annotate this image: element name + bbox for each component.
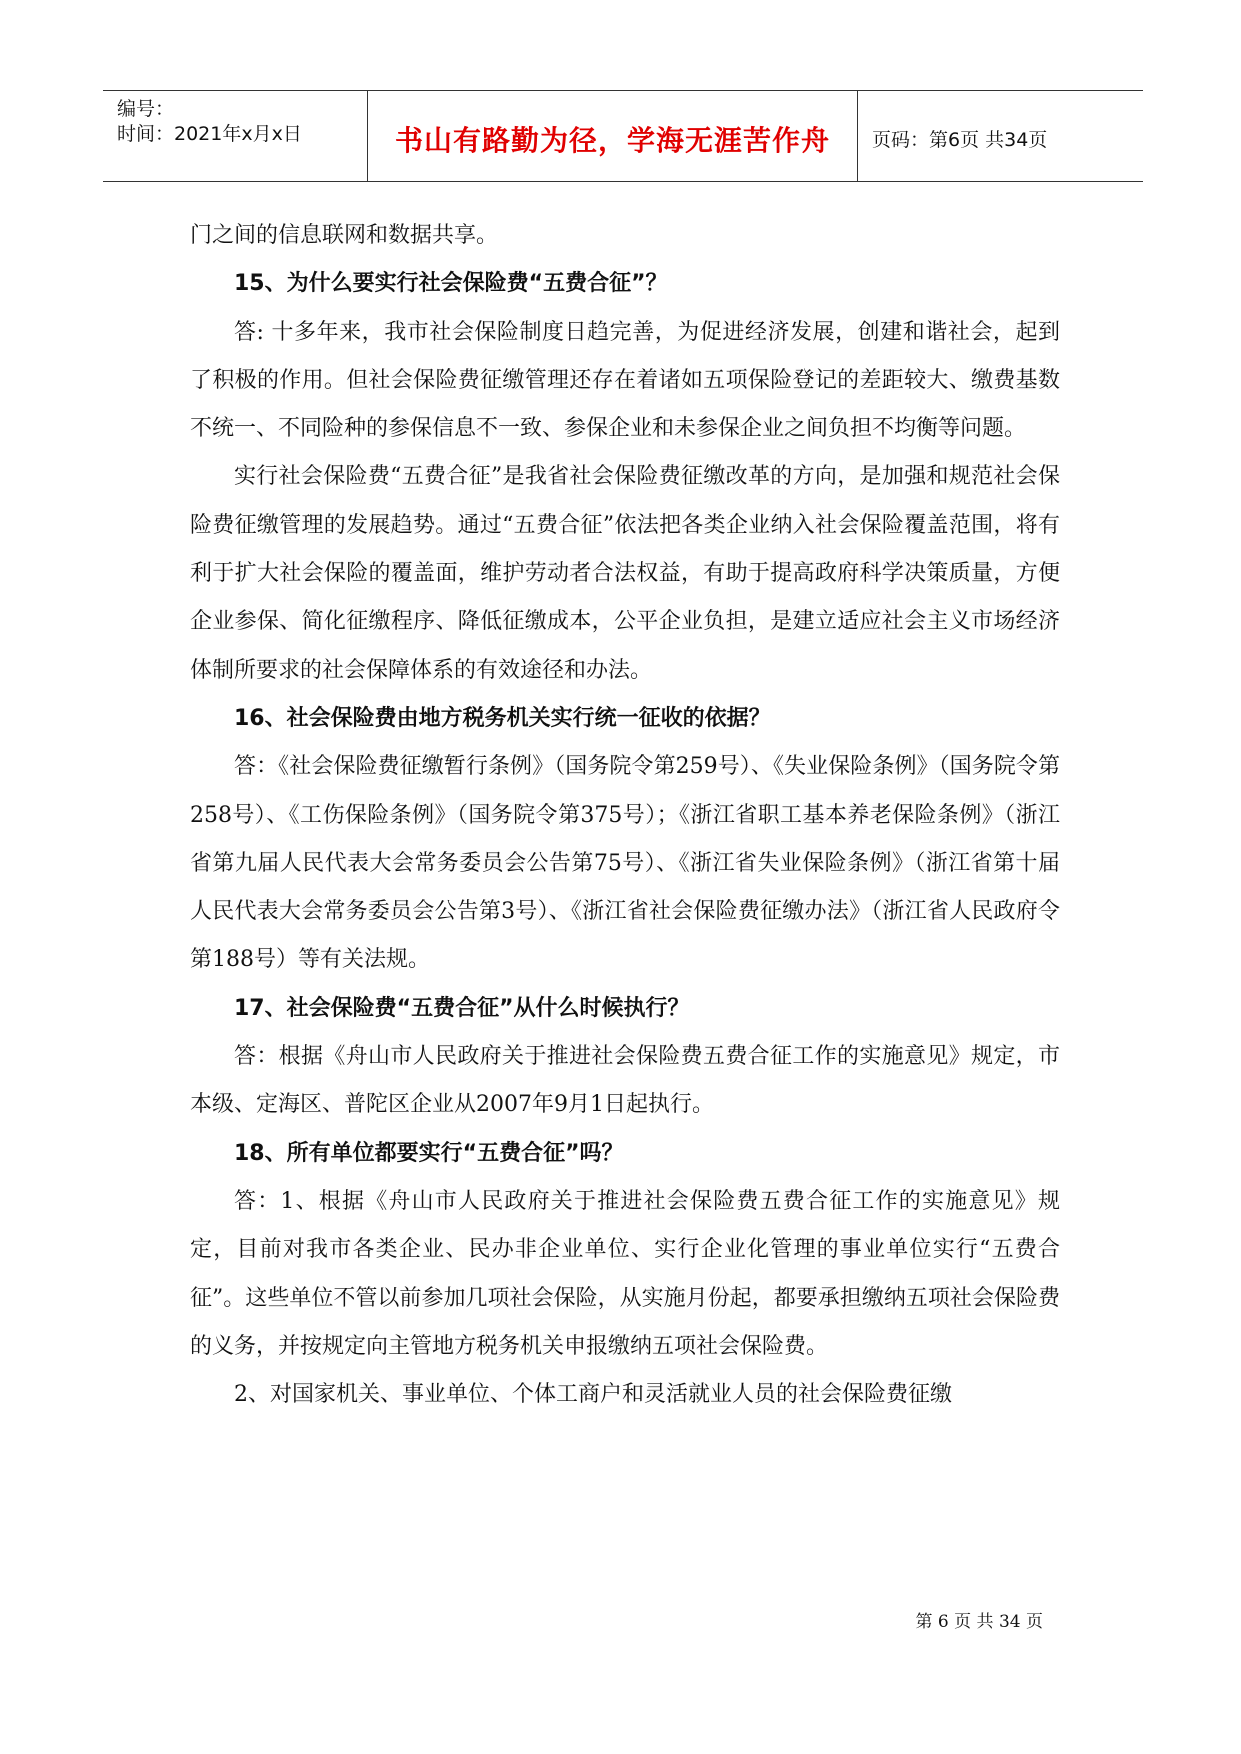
answer-paragraph: 答：1、根据《舟山市人民政府关于推进社会保险费五费合征工作的实施意见》规定，目前对我市各类企业、民办非企业单位、实行企业化管理的事业单位实行“五费合征”。这些单位不管以前参加几项社会保险，从实施月份起，都要承担缴纳五项社会保险费的义务，并按规定向主管地方税务机关申报缴纳五项社会保险费。 [190,1188,1060,1359]
page-footer: 第 6 页 共 34 页 [915,1612,1043,1632]
answer-paragraph: 实行社会保险费“五费合征”是我省社会保险费征缴改革的方向，是加强和规范社会保险费征缴管理的发展趋势。通过“五费合征”依法把各类企业纳入社会保险覆盖范围，将有利于扩大社会保险的覆盖面，维护劳动者合法权益，有助于提高政府科学决策质量，方便企业参保、简化征缴程序、降低征缴成本，公平企业负担，是建立适应社会主义市场经济体制所要求的社会保障体系的有效途径和办法。 [190,464,1060,683]
answer-paragraph: 答: 十多年来，我市社会保险制度日趋完善，为促进经济发展，创建和谐社会，起到了积极的作用。但社会保险费征缴管理还存在着诸如五项保险登记的差距较大、缴费基数不统一、不同险种的参保信息不一致、参保企业和未参保企业之间负担不均衡等问题。 [190,319,1060,442]
question-heading: 17、社会保险费“五费合征”从什么时候执行？ [234,995,690,1021]
document-number-label: 编号： [117,98,175,120]
document-time-label: 时间：2021年x月x日 [117,123,302,145]
header-motto: 书山有路勤为径，学海无涯苦作舟 [394,124,830,157]
question-heading: 15、为什么要实行社会保险费“五费合征”？ [234,271,668,297]
header-page-cell [858,91,1143,181]
header-page-code: 页码：第6页 共34页 [872,129,1048,151]
header-motto-cell [368,91,858,181]
header-info-cell [103,91,368,181]
answer-paragraph: 2、对国家机关、事业单位、个体工商户和灵活就业人员的社会保险费征缴 [234,1382,952,1408]
question-heading: 18、所有单位都要实行“五费合征”吗？ [234,1140,624,1166]
document-body [190,212,1060,1419]
page-header [103,90,1143,182]
answer-paragraph: 答：根据《舟山市人民政府关于推进社会保险费五费合征工作的实施意见》规定，市本级、定海区、普陀区企业从2007年9月1日起执行。 [190,1044,1060,1118]
paragraph: 门之间的信息联网和数据共享。 [190,223,499,248]
answer-paragraph: 答：《社会保险费征缴暂行条例》（国务院令第259号）、《失业保险条例》（国务院令第258号）、《工伤保险条例》（国务院令第375号）；《浙江省职工基本养老保险条例》（浙江省第九届人民代表大会常务委员会公告第75号）、《浙江省失业保险条例》（浙江省第十届人民代表大会常务委员会公告第3号）、《浙江省社会保险费征缴办法》（浙江省人民政府令第188号）等有关法规。 [190,754,1060,973]
question-heading: 16、社会保险费由地方税务机关实行统一征收的依据？ [234,705,771,731]
